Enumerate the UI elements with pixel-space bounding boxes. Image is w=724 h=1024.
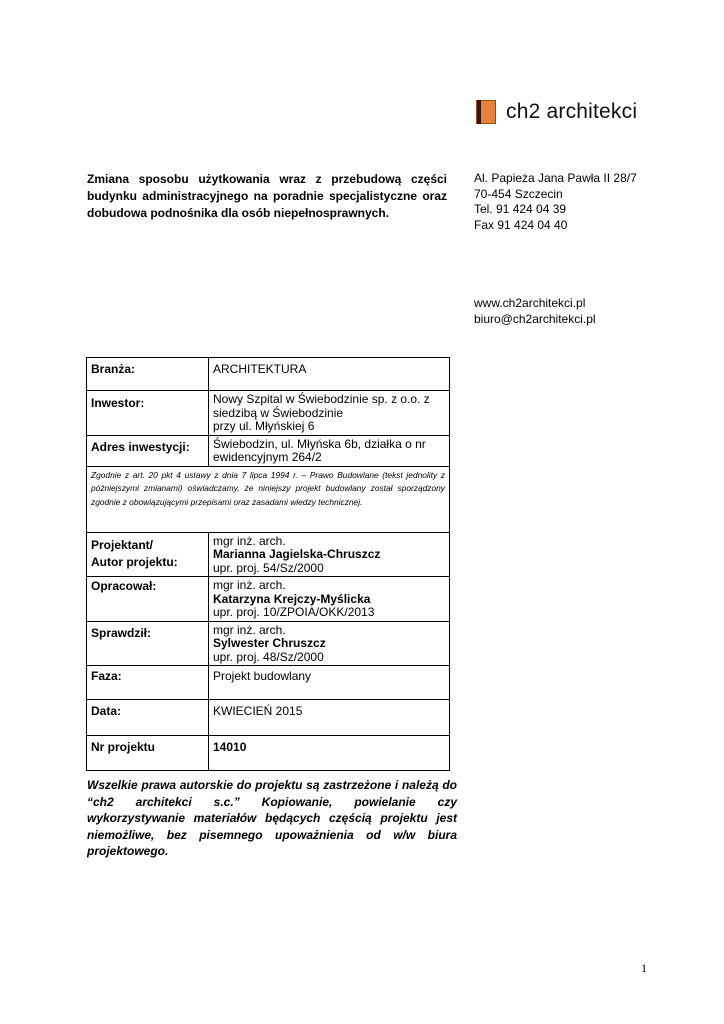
copyright-notice: Wszelkie prawa autorskie do projektu są zastrzeżone i należą do “ch2 architekci s.c.” Kopiowanie, powielanie czy wykorzystywanie materiałów będących częścią projektu jest niemożliwe, bez pisemnego upoważnienia od w/w biura projektowego. — [87, 778, 457, 858]
table-row-inwestor — [87, 391, 450, 436]
table-row-data — [87, 700, 450, 736]
projektant-license: upr. proj. 54/Sz/2000 — [213, 560, 324, 575]
projektant-value — [209, 532, 450, 577]
company-name: ch2 architekci — [506, 100, 638, 123]
projektant-name: Marianna Jagielska-Chruszcz — [213, 547, 381, 561]
opracowal-name: Katarzyna Krejczy-Myślicka — [213, 591, 371, 606]
address-tel: Tel. 91 424 04 39 — [474, 202, 567, 216]
inwestor-line3: przy ul. Młyńskiej 6 — [213, 419, 315, 433]
opracowal-title: mgr inż. arch. — [213, 578, 286, 592]
adres-line1: Świebodzin, ul. Młyńska 6b, działka o nr — [213, 436, 426, 451]
table-row-sprawdzil — [87, 621, 450, 666]
project-title: Zmiana sposobu użytkowania wraz z przebudową części budynku administracyjnego na poradnie specjalistyczne oraz dobudowa podnośnika dla osób niepełnosprawnych. — [87, 172, 447, 220]
company-logo — [476, 100, 637, 124]
ch2-logo-mark-icon — [476, 100, 496, 124]
nr-label: Nr projektu — [87, 736, 209, 771]
branza-value: ARCHITEKTURA — [209, 358, 450, 391]
email-link[interactable]: biuro@ch2architekci.pl — [474, 311, 596, 326]
company-address — [474, 171, 637, 233]
table-row-opracowal — [87, 577, 450, 622]
inwestor-value — [209, 391, 450, 436]
faza-label: Faza: — [87, 666, 209, 700]
sprawdzil-license: upr. proj. 48/Sz/2000 — [213, 649, 324, 664]
table-row-legal — [87, 466, 450, 532]
address-city: 70-454 Szczecin — [474, 186, 563, 201]
projektant-label — [87, 532, 209, 577]
legal-statement: Zgodnie z art. 20 pkt 4 ustawy z dnia 7 lipca 1994 r. – Prawo Budowlane (tekst jednolity z późniejszymi zmianami) oświadczamy, że niniejszy projekt budowlany został sporządzony zgodnie z obowiązującymi przepisami oraz zasadami wiedzy technicznej. — [87, 466, 450, 532]
data-label: Data: — [87, 700, 209, 736]
faza-value: Projekt budowlany — [209, 666, 450, 700]
sprawdzil-label: Sprawdził: — [87, 621, 209, 666]
table-row-faza — [87, 666, 450, 700]
table-row-projektant — [87, 532, 450, 577]
page-number: 1 — [641, 961, 647, 975]
projektant-label-line2: Autor projektu: — [91, 554, 178, 569]
adres-value — [209, 435, 450, 466]
sprawdzil-title: mgr inż. arch. — [213, 622, 286, 637]
sprawdzil-value — [209, 621, 450, 666]
sprawdzil-name: Sylwester Chruszcz — [213, 636, 326, 650]
inwestor-line1: Nowy Szpital w Świebodzinie sp. z o.o. z — [213, 392, 430, 406]
opracowal-label: Opracował: — [87, 577, 209, 622]
inwestor-line2: siedzibą w Świebodzinie — [213, 405, 344, 420]
adres-label: Adres inwestycji: — [87, 435, 209, 466]
company-contact — [474, 296, 596, 327]
projektant-title: mgr inż. arch. — [213, 533, 286, 548]
opracowal-value — [209, 577, 450, 622]
table-row-nr — [87, 736, 450, 771]
inwestor-label: Inwestor: — [87, 391, 209, 436]
address-street: Al. Papieża Jana Pawła II 28/7 — [474, 171, 637, 185]
branza-label: Branża: — [87, 358, 209, 391]
opracowal-license: upr. proj. 10/ZPOIA/OKK/2013 — [213, 605, 375, 619]
projektant-label-line1: Projektant/ — [91, 537, 154, 552]
website-link[interactable]: www.ch2architekci.pl — [474, 296, 586, 310]
address-fax: Fax 91 424 04 40 — [474, 217, 568, 232]
table-row-branza — [87, 358, 450, 391]
project-info-table — [86, 357, 450, 771]
data-value: KWIECIEŃ 2015 — [209, 700, 450, 736]
nr-value: 14010 — [209, 736, 450, 771]
adres-line2: ewidencyjnym 264/2 — [213, 450, 322, 464]
table-row-adres — [87, 435, 450, 466]
